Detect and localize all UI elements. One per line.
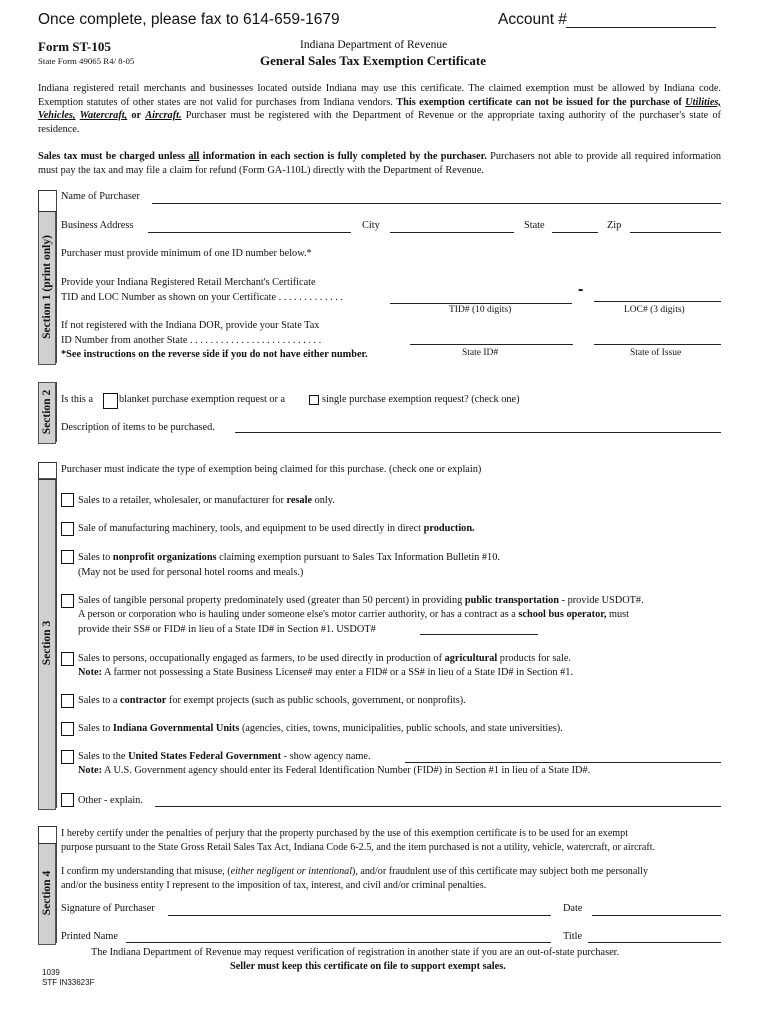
usdot-label: provide their SS# or FID# in lieu of a State ID# in Section #1. USDOT# — [78, 624, 376, 635]
intro-text-b: This exemption certificate can not be issued for the purchase of — [396, 96, 682, 108]
warning-text-c: Purchasers not able to provide all required information must pay the tax and may file a claim for refund (Form GA-110L) directly with the Department of Revenue. — [38, 151, 721, 176]
nonprofit-text-c: claiming exemption pursuant to Sales Tax Information Bulletin #10. — [219, 552, 500, 563]
intro-paragraph — [38, 82, 721, 136]
section3-top-box — [38, 462, 57, 480]
signature-field[interactable] — [168, 915, 551, 916]
tid-number-field[interactable] — [390, 303, 572, 304]
confirm-text-c: ), and/or fraudulent use of this certificate may subject both me personally — [352, 866, 648, 877]
business-address-label: Business Address — [61, 220, 134, 231]
loc-number-field[interactable] — [594, 301, 721, 302]
contractor-option — [78, 695, 466, 706]
state-id-field[interactable] — [410, 344, 573, 345]
blanket-checkbox[interactable] — [103, 393, 118, 409]
exclusion-aircraft: Aircraft. — [145, 110, 182, 122]
blanket-option-label: blanket purchase exemption request or a — [119, 394, 286, 405]
agri-keyword: agricultural — [444, 653, 498, 664]
production-checkbox[interactable] — [61, 522, 74, 536]
date-label: Date — [563, 903, 583, 914]
gov-text-a: Sales to — [78, 723, 111, 734]
production-keyword: production. — [423, 523, 475, 534]
usdot-field[interactable] — [420, 634, 538, 635]
agri-note-text: A farmer not possessing a State Business License# may enter a FID# or a SS# in lieu of a State ID# in Section #1. — [104, 667, 574, 678]
public-transportation-checkbox[interactable] — [61, 594, 74, 608]
exemption-type-instruction: Purchaser must indicate the type of exemption being claimed for this purchase. (check one or explain) — [61, 464, 482, 475]
agricultural-checkbox[interactable] — [61, 652, 74, 666]
nonprofit-text-a: Sales to — [78, 552, 111, 563]
nonprofit-keyword: nonprofit organizations — [112, 552, 217, 563]
warning-text-a: Sales tax must be charged unless — [38, 151, 186, 162]
school-bus-note — [78, 609, 629, 620]
school-bus-text-a: A person or corporation who is hauling under someone else's motor carrier authority, or has a contract as a — [78, 609, 516, 620]
is-this-a-label: Is this a — [61, 394, 94, 405]
confirm-text-italic: either negligent or intentional — [230, 866, 352, 877]
other-option-label: Other - explain. — [78, 795, 143, 806]
tid-loc-dash: - — [578, 281, 584, 298]
section4-label — [38, 843, 56, 943]
single-option-label: single purchase exemption request? (check one) — [322, 394, 520, 405]
title-label: Title — [563, 931, 583, 942]
nonprofit-checkbox[interactable] — [61, 550, 74, 564]
intro-or: or — [131, 110, 142, 122]
description-field[interactable] — [235, 432, 721, 433]
printed-name-field[interactable] — [126, 942, 551, 943]
fed-keyword: United States Federal Government — [128, 751, 282, 762]
exclusion-watercraft: Watercraft, — [79, 110, 128, 122]
federal-government-option — [78, 751, 371, 762]
business-address-field[interactable] — [148, 232, 351, 233]
agricultural-option — [78, 653, 571, 664]
signature-label: Signature of Purchaser — [61, 903, 155, 914]
form-number: Form ST-105 — [38, 39, 111, 54]
section4-label-text: Section 4 — [41, 870, 53, 916]
state-label: State — [524, 220, 545, 231]
confirm-statement-line1 — [61, 866, 648, 877]
certify-statement-line2: purpose pursuant to the State Gross Retail Sales Tax Act, Indiana Code 6-2.5, and the item purchased is not a utility, vehicle, watercraft, or aircraft. — [61, 842, 656, 853]
federal-government-checkbox[interactable] — [61, 750, 74, 764]
intro-text-c: Purchaser must be registered with the Department of Revenue or the appropriate taxing authority of the purchaser's state of residence. — [38, 110, 721, 135]
section1-top-box — [38, 190, 57, 212]
section1-label — [38, 211, 56, 363]
agri-text-c: products for sale. — [499, 653, 571, 664]
production-option — [78, 523, 475, 534]
public-transportation-option — [78, 595, 644, 606]
tid-caption: TID# (10 digits) — [449, 305, 512, 315]
governmental-units-option — [78, 723, 563, 734]
warning-text-b: information in each section is fully completed by the purchaser. — [202, 151, 487, 162]
title-field[interactable] — [588, 942, 721, 943]
seller-keep-note: Seller must keep this certificate on file to support exempt sales. — [230, 961, 506, 972]
fed-text-a: Sales to the — [78, 751, 126, 762]
production-text-a: Sale of manufacturing machinery, tools, and equipment to be used directly in direct — [78, 523, 422, 534]
resale-keyword: resale — [286, 495, 313, 506]
gov-keyword: Indiana Governmental Units — [112, 723, 240, 734]
other-state-id-label: ID Number from another State . . . . . . . . . . . . . . . . . . . . . . . . . . — [61, 335, 322, 346]
see-instructions-note: *See instructions on the reverse side if you do not have either number. — [61, 349, 368, 360]
warning-all: all — [188, 151, 200, 162]
transport-text-c: - provide USDOT#. — [561, 595, 644, 606]
account-label: Account # — [498, 11, 567, 28]
other-explain-field[interactable] — [155, 806, 721, 807]
single-checkbox[interactable] — [309, 395, 319, 405]
city-label: City — [362, 220, 380, 231]
section2-label — [38, 382, 56, 442]
governmental-units-checkbox[interactable] — [61, 722, 74, 736]
page-title: General Sales Tax Exemption Certificate — [260, 53, 487, 68]
agency-name-field[interactable] — [405, 762, 721, 763]
transport-text-a: Sales of tangible personal property predominately used (greater than 50 percent) in providing — [78, 595, 463, 606]
confirm-text-a: I confirm my understanding that misuse, ( — [61, 866, 231, 877]
section2-divider — [56, 382, 57, 442]
resale-option — [78, 495, 335, 506]
school-bus-keyword: school bus operator, — [518, 609, 607, 620]
contractor-keyword: contractor — [120, 695, 167, 706]
zip-label: Zip — [607, 220, 622, 231]
exclusion-vehicles: Vehicles, — [38, 110, 76, 122]
resale-text-c: only. — [314, 495, 335, 506]
gov-text-c: (agencies, cities, towns, municipalities, public schools, and state universities). — [241, 723, 563, 734]
state-of-issue-caption: State of Issue — [630, 348, 682, 358]
section1-divider — [56, 190, 57, 363]
contractor-text-a: Sales to a — [78, 695, 118, 706]
city-field[interactable] — [390, 232, 514, 233]
zip-field[interactable] — [630, 232, 721, 233]
fed-note-text: A U.S. Government agency should enter its Federal Identification Number (FID#) in Section #1 in lieu of a State ID#. — [104, 765, 591, 776]
verification-note: The Indiana Department of Revenue may request verification of registration in another state if you are an out-of-state purchaser. — [91, 947, 620, 958]
resale-checkbox[interactable] — [61, 493, 74, 507]
form-code-1039: 1039 — [42, 968, 60, 977]
confirm-statement-line2: and/or the business entity I represent to the imposition of tax, interest, and civil and/or criminal penalties. — [61, 880, 487, 891]
nonprofit-note: (May not be used for personal hotel rooms and meals.) — [78, 567, 304, 578]
intro-text-a: Indiana registered retail merchants and businesses located outside Indiana may use this certificate. The claimed exemption must be allowed by Indiana code. Exemption statutes of other states are not valid for purchases from Indiana vendors. — [38, 83, 721, 108]
school-bus-text-c: must — [609, 609, 630, 620]
agricultural-note — [78, 667, 573, 678]
fed-text-c: - show agency name. — [283, 751, 371, 762]
state-field[interactable] — [552, 232, 598, 233]
section3-label-text: Section 3 — [41, 620, 53, 666]
tid-loc-label: TID and LOC Number as shown on your Certificate . . . . . . . . . . . . . — [61, 292, 343, 303]
transport-keyword: public transportation — [464, 595, 559, 606]
federal-note — [78, 765, 590, 776]
state-id-caption: State ID# — [462, 348, 499, 358]
not-registered-label: If not registered with the Indiana DOR, provide your State Tax — [61, 320, 320, 331]
state-form-number: State Form 49065 R4/ 8-05 — [38, 56, 135, 66]
agri-note-label: Note: — [78, 667, 103, 678]
nonprofit-option — [78, 552, 500, 563]
fed-note-label: Note: — [78, 765, 103, 776]
minimum-id-note: Purchaser must provide minimum of one ID number below.* — [61, 248, 312, 259]
printed-name-label: Printed Name — [61, 931, 118, 942]
section2-label-text: Section 2 — [41, 389, 53, 435]
section1-label-text: Section 1 (print only) — [41, 235, 54, 339]
name-of-purchaser-label: Name of Purchaser — [61, 191, 140, 202]
other-checkbox[interactable] — [61, 793, 74, 807]
loc-caption: LOC# (3 digits) — [624, 305, 685, 315]
form-code-stf: STF IN33623F — [42, 978, 95, 987]
description-label: Description of items to be purchased. — [61, 422, 215, 433]
retail-certificate-label: Provide your Indiana Registered Retail Merchant's Certificate — [61, 277, 316, 288]
account-number-field[interactable] — [566, 27, 716, 28]
exclusion-utilities: Utilities, — [685, 96, 722, 108]
section3-label — [38, 478, 56, 808]
resale-text-a: Sales to a retailer, wholesaler, or manufacturer for — [78, 495, 284, 506]
section4-top-box — [38, 826, 57, 844]
department-name: Indiana Department of Revenue — [300, 39, 448, 51]
date-field[interactable] — [592, 915, 721, 916]
contractor-checkbox[interactable] — [61, 694, 74, 708]
contractor-text-c: for exempt projects (such as public schools, government, or nonprofits). — [168, 695, 466, 706]
name-of-purchaser-field[interactable] — [152, 203, 721, 204]
sales-tax-warning — [38, 150, 721, 177]
fax-instruction: Once complete, please fax to 614-659-1679 — [38, 11, 340, 28]
agri-text-a: Sales to persons, occupationally engaged as farmers, to be used directly in production of — [78, 653, 443, 664]
section3-divider — [56, 462, 57, 808]
certify-statement-line1: I hereby certify under the penalties of perjury that the property purchased by the use of this exemption certificate is to be used for an exempt — [61, 828, 629, 839]
state-of-issue-field[interactable] — [594, 344, 721, 345]
